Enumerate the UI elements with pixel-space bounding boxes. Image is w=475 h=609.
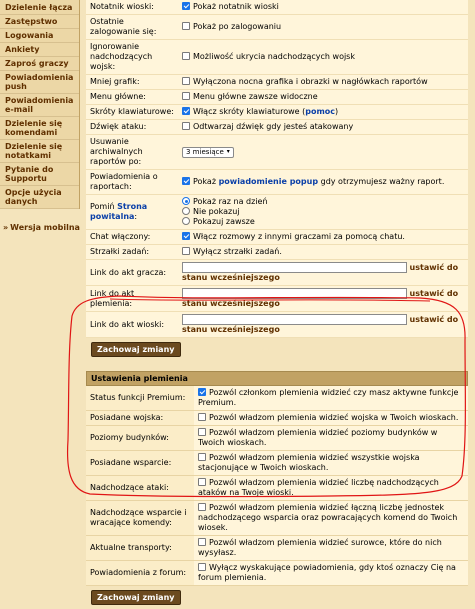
forum-notify-checkbox[interactable] xyxy=(198,563,206,571)
main-menu-checkbox[interactable] xyxy=(182,92,190,100)
row-value xyxy=(178,0,468,15)
popup-strong: powiadomienie popup xyxy=(218,177,319,186)
tribe-save-button[interactable]: Zachowaj zmiany xyxy=(91,590,181,605)
row-label: Ignorowanie nadchodzących wojsk: xyxy=(86,40,178,75)
settings-table xyxy=(86,0,468,338)
main-content xyxy=(86,0,471,609)
tribe-row xyxy=(86,476,468,501)
settings-row xyxy=(86,120,468,135)
settings-row xyxy=(86,170,468,195)
reset-link[interactable]: ustawić do stanu wcześniejszego xyxy=(182,315,459,334)
row-value xyxy=(178,90,468,105)
option-text: Pozwól członkom plemienia widzieć czy masz aktywne funkcje Premium. xyxy=(198,388,459,407)
row-value xyxy=(178,195,468,230)
row-label: Nadchodzące ataki: xyxy=(86,476,194,501)
radio-daily[interactable] xyxy=(182,197,190,205)
last-login-checkbox[interactable] xyxy=(182,22,190,30)
radio-always[interactable] xyxy=(182,217,190,225)
row-value xyxy=(178,260,468,286)
tribe-row xyxy=(86,386,468,411)
sidebar-item-logowania[interactable]: Logowania xyxy=(0,29,79,43)
row-value xyxy=(178,75,468,90)
settings-row xyxy=(86,245,468,260)
row-value xyxy=(194,476,468,501)
tribe-link-input[interactable] xyxy=(182,288,407,299)
row-label: Dźwięk ataku: xyxy=(86,120,178,135)
option-text: Wyłączona nocna grafika i obrazki w nagłówkach raportów xyxy=(193,77,428,86)
sidebar-item-pytanie-support[interactable]: Pytanie do Supportu xyxy=(0,163,79,186)
tribe-row xyxy=(86,561,468,586)
sidebar-item-zapros-graczy[interactable]: Zaproś graczy xyxy=(0,57,79,71)
sidebar-item-powiadomienia-email[interactable]: Powiadomienia e-mail xyxy=(0,94,79,117)
page-label-post: : xyxy=(134,212,138,221)
tribe-row xyxy=(86,536,468,561)
row-label: Posiadane wojska: xyxy=(86,411,194,426)
support-checkbox[interactable] xyxy=(198,453,206,461)
tribe-table xyxy=(86,386,468,586)
row-label: Skróty klawiaturowe: xyxy=(86,105,178,120)
save-wrap xyxy=(86,338,471,361)
option-text: Wyłącz strzałki zadań. xyxy=(193,247,282,256)
settings-row xyxy=(86,0,468,15)
row-label: Chat włączony: xyxy=(86,230,178,245)
settings-row xyxy=(86,90,468,105)
attacks-checkbox[interactable] xyxy=(198,478,206,486)
tribe-row xyxy=(86,501,468,536)
popup-pre: Pokaż xyxy=(193,177,217,186)
settings-row xyxy=(86,135,468,170)
popup-checkbox[interactable] xyxy=(182,177,190,185)
option-text: Możliwość ukrycia nadchodzących wojsk xyxy=(193,52,355,61)
reset-link[interactable]: ustawić do stanu wcześniejszego xyxy=(182,289,459,308)
row-value xyxy=(178,40,468,75)
row-value xyxy=(194,501,468,536)
row-value xyxy=(178,135,468,170)
tribe-row xyxy=(86,411,468,426)
settings-row xyxy=(86,75,468,90)
mobile-version-label: Wersja mobilna xyxy=(10,223,80,232)
sidebar-item-dzielenie-lacza[interactable]: Dzielenie łącza xyxy=(0,0,79,15)
row-label: Powiadomienia o raportach: xyxy=(86,170,178,195)
radio-never[interactable] xyxy=(182,207,190,215)
row-value xyxy=(194,426,468,451)
settings-row xyxy=(86,105,468,120)
option-text: Pokaż po zalogowaniu xyxy=(193,22,282,31)
row-label: Status funkcji Premium: xyxy=(86,386,194,411)
premium-status-checkbox[interactable] xyxy=(198,388,206,396)
row-label: Link do akt gracza: xyxy=(86,260,178,286)
row-label: Powiadomienia z forum: xyxy=(86,561,194,586)
option-text: Pokaż notatnik wioski xyxy=(193,2,279,11)
settings-row xyxy=(86,195,468,230)
settings-row xyxy=(86,15,468,40)
sidebar-item-dzielenie-notatkami[interactable]: Dzielenie się notatkami xyxy=(0,140,79,163)
troops-checkbox[interactable] xyxy=(198,413,206,421)
row-label: Ostatnie zalogowanie się: xyxy=(86,15,178,40)
settings-row xyxy=(86,312,468,338)
option-text: Pozwól władzom plemienia widzieć liczbę nadchodzących ataków na Twoje wioski. xyxy=(198,478,439,497)
option-text: Włącz skróty klawiaturowe xyxy=(193,107,300,116)
archive-select[interactable] xyxy=(182,147,234,158)
tribe-settings xyxy=(86,371,468,609)
sidebar-menu xyxy=(0,0,80,209)
sidebar-item-ankiety[interactable]: Ankiety xyxy=(0,43,79,57)
row-value xyxy=(178,170,468,195)
sidebar-item-powiadomienia-push[interactable]: Powiadomienia push xyxy=(0,71,79,94)
radio-option xyxy=(182,197,464,207)
sidebar-item-dzielenie-komendami[interactable]: Dzielenie się komendami xyxy=(0,117,79,140)
archive-select-value: 3 miesiące xyxy=(186,148,224,156)
row-label: Link do akt wioski: xyxy=(86,312,178,338)
row-label: Usuwanie archiwalnych raportów po: xyxy=(86,135,178,170)
help-link[interactable]: pomoc xyxy=(305,107,336,116)
tribe-save-wrap xyxy=(86,586,468,609)
double-chevron-icon: » xyxy=(3,223,9,232)
sidebar-item-zastepstwo[interactable]: Zastępstwo xyxy=(0,15,79,29)
settings-row xyxy=(86,286,468,312)
row-value xyxy=(194,536,468,561)
row-label: Link do akt plemienia: xyxy=(86,286,178,312)
row-label: Mniej grafik: xyxy=(86,75,178,90)
row-value xyxy=(178,245,468,260)
reset-link[interactable]: ustawić do stanu wcześniejszego xyxy=(182,263,459,282)
row-label: Nadchodzące wsparcie i wracające komendy: xyxy=(86,501,194,536)
row-value xyxy=(178,286,468,312)
row-value: Włącz skróty klawiaturowe (pomoc) xyxy=(178,105,468,120)
row-value xyxy=(178,120,468,135)
row-value xyxy=(194,411,468,426)
radio-label: Pokazuj zawsze xyxy=(193,217,255,226)
less-graphics-checkbox[interactable] xyxy=(182,77,190,85)
row-value xyxy=(194,451,468,476)
option-text: Pozwól władzom plemienia widzieć wszystkie wojska stacjonujące w Twoich wioskach. xyxy=(198,453,420,472)
radio-option xyxy=(182,207,464,217)
settings-row xyxy=(86,260,468,286)
chat-checkbox[interactable] xyxy=(182,232,190,240)
option-text: Wyłącz wyskakujące powiadomienia, gdy ktoś oznaczy Cię na forum plemienia. xyxy=(198,563,456,582)
row-value xyxy=(178,312,468,338)
settings-row xyxy=(86,230,468,245)
tribe-row xyxy=(86,426,468,451)
tribe-settings-title: Ustawienia plemienia xyxy=(86,371,468,386)
option-text: Odtwarzaj dźwięk gdy jesteś atakowany xyxy=(193,122,354,131)
row-label xyxy=(86,195,178,230)
radio-label: Pokaż raz na dzień xyxy=(193,197,268,206)
row-label: Posiadane wsparcie: xyxy=(86,451,194,476)
page-label-strong: Strona powitalna xyxy=(90,202,148,221)
buildings-checkbox[interactable] xyxy=(198,428,206,436)
page-label-pre: Pomiń xyxy=(90,202,115,211)
row-value xyxy=(178,15,468,40)
incoming-support-checkbox[interactable] xyxy=(198,503,206,511)
shortcuts-checkbox[interactable] xyxy=(182,107,190,115)
chevron-down-icon: ▾ xyxy=(226,148,230,155)
option-text: Pozwól władzom plemienia widzieć poziomy budynków w Twoich wioskach. xyxy=(198,428,438,447)
row-value xyxy=(178,230,468,245)
player-link-input[interactable] xyxy=(182,262,407,273)
tribe-row xyxy=(86,451,468,476)
row-value xyxy=(194,561,468,586)
row-label: Menu główne: xyxy=(86,90,178,105)
option-text: Pozwól władzom plemienia widzieć łączną liczbę jednostek nadchodzącego wsparcia oraz powracających komend do Twoich wiosek. xyxy=(198,503,458,532)
radio-label: Nie pokazuj xyxy=(193,207,240,216)
settings-row xyxy=(86,40,468,75)
transports-checkbox[interactable] xyxy=(198,538,206,546)
row-value xyxy=(194,386,468,411)
option-text: Pozwól władzom plemienia widzieć wojska w Twoich wioskach. xyxy=(209,413,459,422)
arrows-checkbox[interactable] xyxy=(182,247,190,255)
row-label: Notatnik wioski: xyxy=(86,0,178,15)
option-text: Menu główne zawsze widoczne xyxy=(193,92,318,101)
village-link-input[interactable] xyxy=(182,314,407,325)
sidebar xyxy=(0,0,82,500)
option-text: Włącz rozmowy z innymi graczami za pomocą chatu. xyxy=(193,232,405,241)
ignore-troops-checkbox[interactable] xyxy=(182,52,190,60)
row-label: Strzałki zadań: xyxy=(86,245,178,260)
notatnik-checkbox[interactable] xyxy=(182,2,190,10)
option-text: Pozwól władzom plemienia widzieć surowce, które do nich wysyłasz. xyxy=(198,538,442,557)
sidebar-item-opcje-danych[interactable]: Opcje użycia danych xyxy=(0,186,79,209)
row-label: Poziomy budynków: xyxy=(86,426,194,451)
save-button[interactable]: Zachowaj zmiany xyxy=(91,342,181,357)
radio-option xyxy=(182,217,464,227)
row-label: Aktualne transporty: xyxy=(86,536,194,561)
attack-sound-checkbox[interactable] xyxy=(182,122,190,130)
mobile-version-link[interactable] xyxy=(0,223,82,232)
popup-post: gdy otrzymujesz ważny raport. xyxy=(320,177,445,186)
